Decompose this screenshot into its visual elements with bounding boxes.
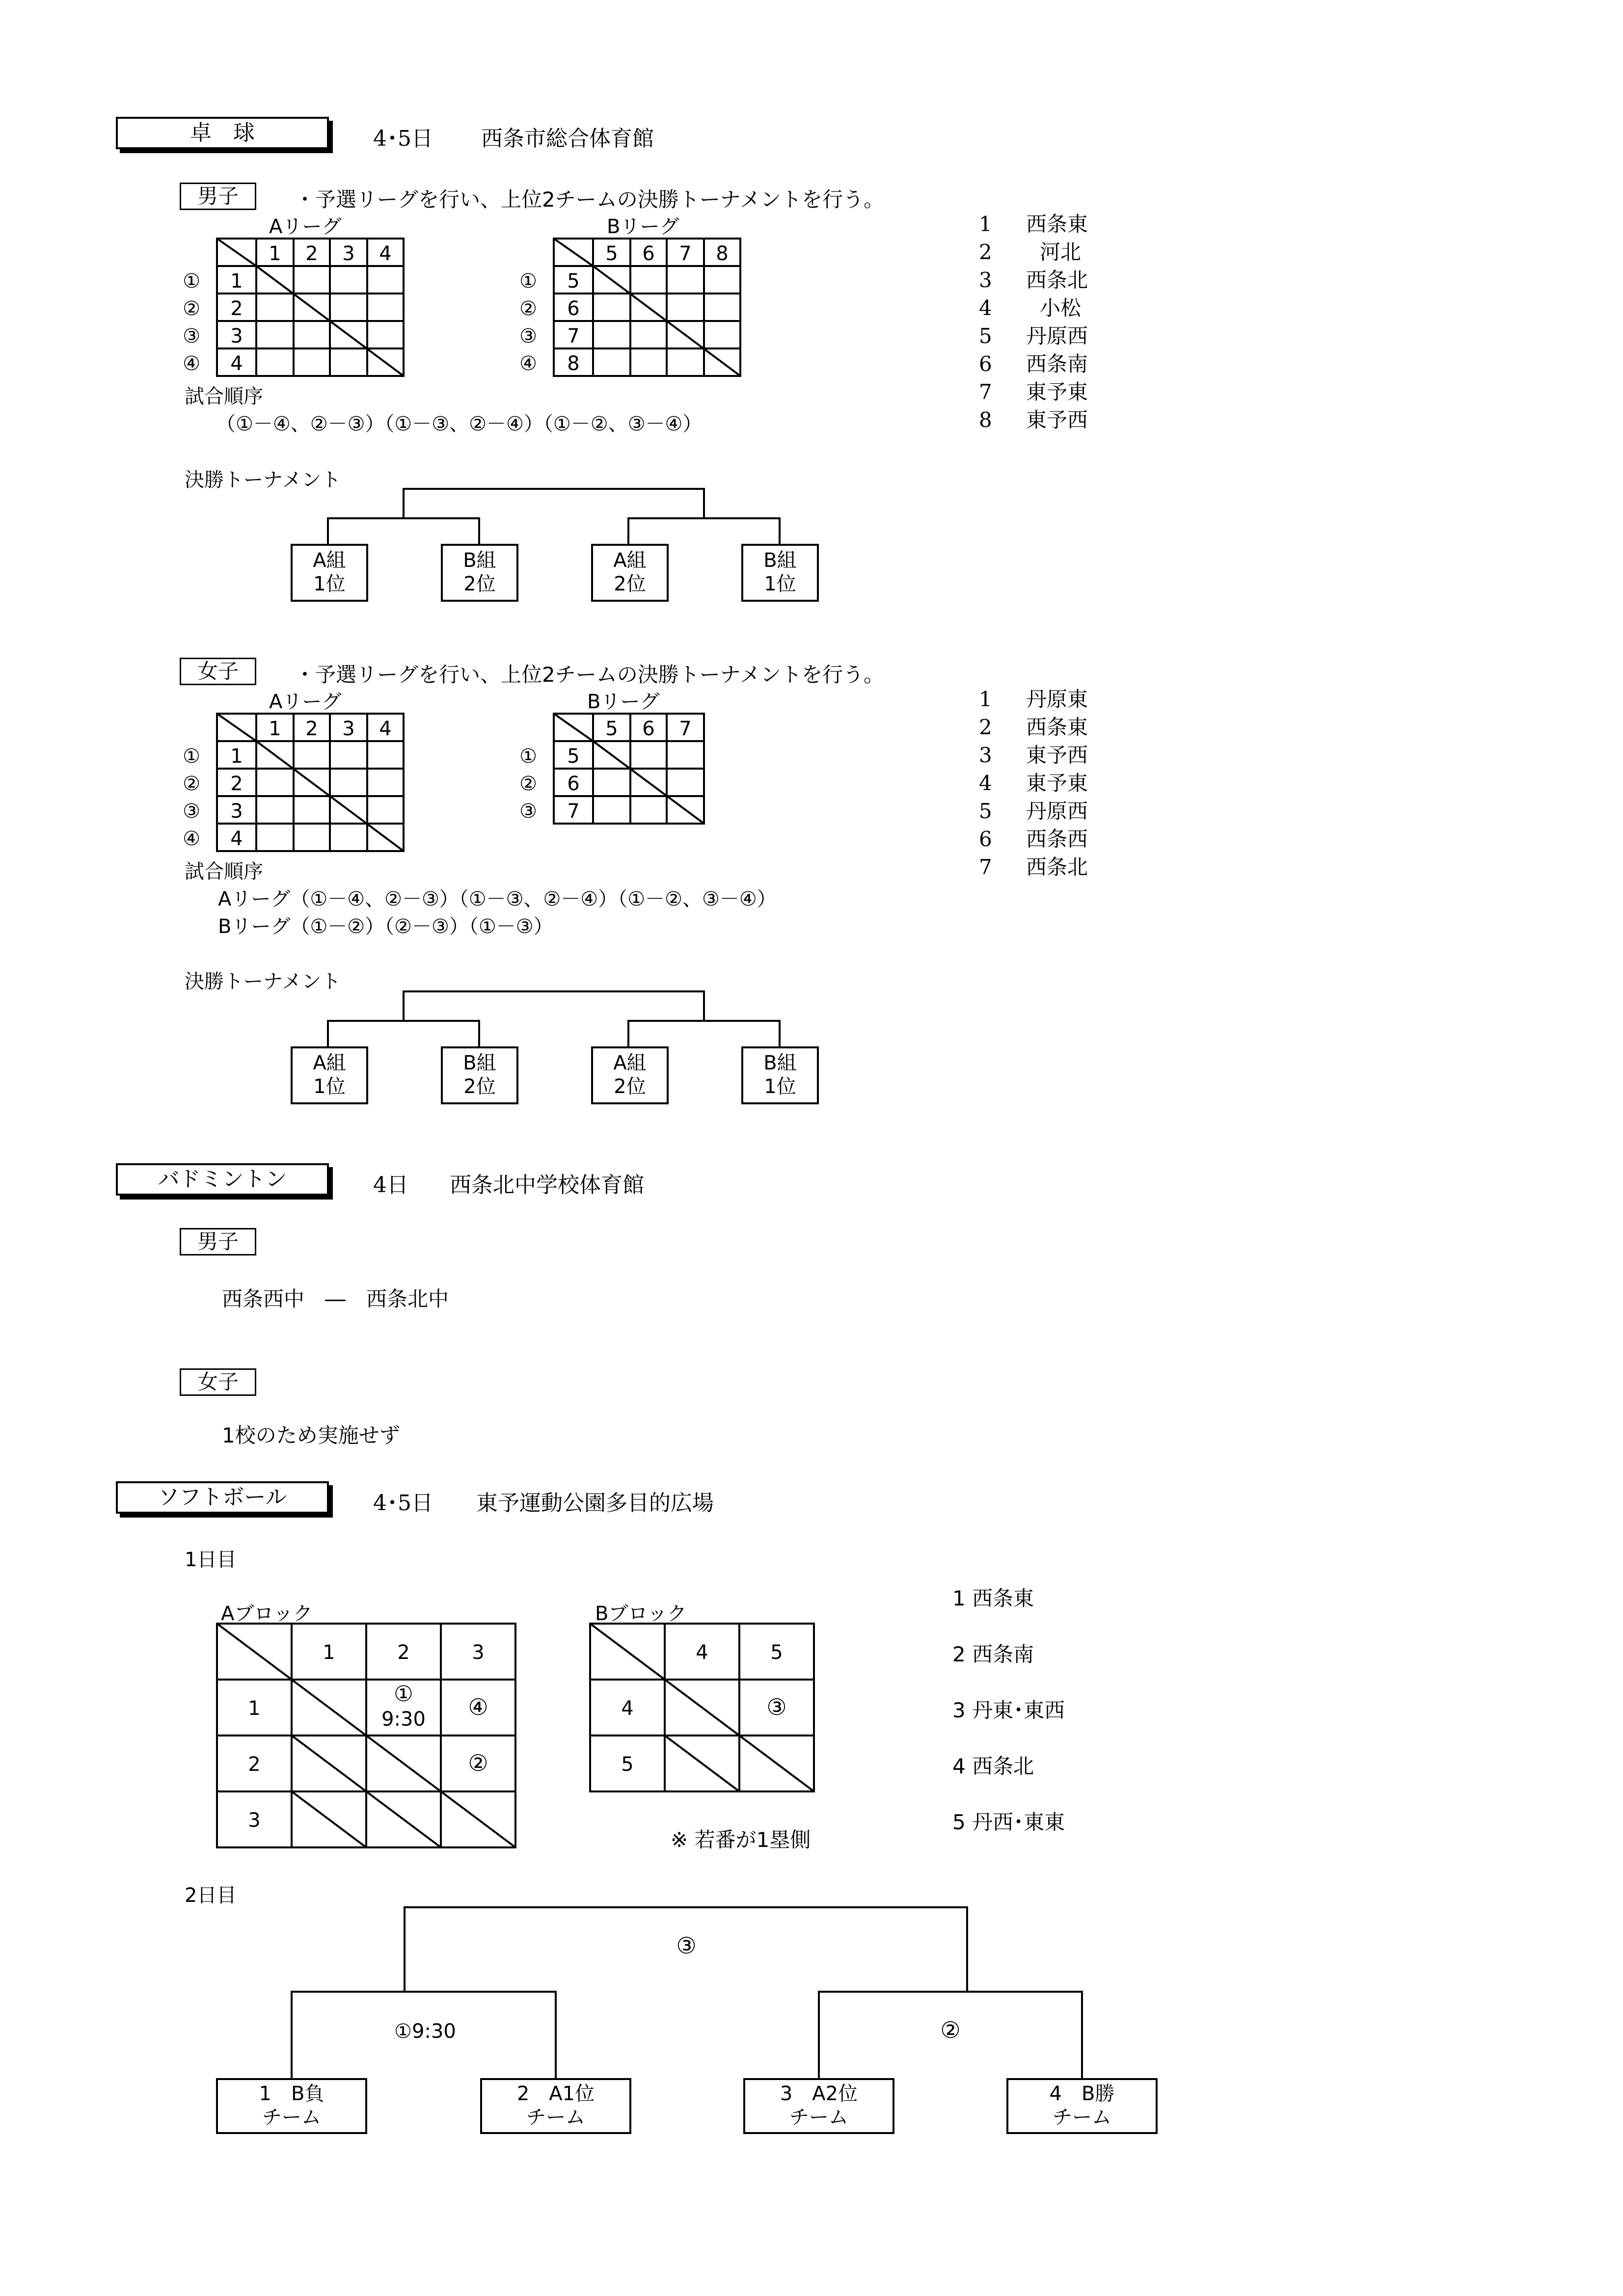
boys-final-label: 決勝トーナメント (185, 469, 341, 491)
col-header: 7 (679, 242, 692, 265)
bracket-box: A組 1位 (291, 1046, 368, 1104)
boys-note: ・予選リーグを行い、上位2チームの決勝トーナメントを行う。 (295, 187, 885, 212)
col-header: 1 (269, 718, 281, 740)
row-header: 2 (230, 297, 243, 320)
row-header: 3 (248, 1809, 261, 1832)
girls-final-label: 決勝トーナメント (185, 970, 341, 993)
team-row: 1 西条東 (952, 1586, 1034, 1610)
col-header: 5 (770, 1641, 783, 1664)
col-header: 2 (397, 1641, 410, 1664)
bracket-box: 4 B勝 チーム (1006, 2078, 1158, 2134)
team-row: 3 東予西 (979, 743, 1088, 767)
table-tennis-venue: 西条市総合体育館 (481, 126, 654, 151)
softball-date: 4･5日 (373, 1491, 433, 1516)
match-mark: ④ (468, 1694, 488, 1720)
row-header: 1 (248, 1697, 261, 1720)
match-mark: ① (394, 1682, 413, 1707)
table-tennis-date: 4･5日 (373, 126, 433, 151)
row-mark: ③ (519, 325, 537, 347)
bracket-box: B組 1位 (741, 1046, 819, 1104)
row-header: 5 (621, 1753, 634, 1776)
row-header: 2 (230, 773, 243, 795)
row-mark: ② (519, 297, 537, 320)
bracket-box: 3 A2位 チーム (743, 2078, 894, 2134)
match-label: ② (940, 2017, 961, 2043)
boys-tag: 男子 (180, 183, 256, 210)
row-header: 1 (230, 270, 243, 293)
girls-league-b-title: Bリーグ (587, 691, 660, 713)
girls-league-a-table (172, 713, 407, 855)
bracket-box: A組 2位 (591, 544, 669, 602)
softball-bracket (285, 1904, 1095, 2081)
girls-team-list (979, 685, 1136, 881)
block-a-table (216, 1623, 520, 1853)
row-header: 4 (230, 828, 243, 850)
row-mark: ② (183, 773, 200, 795)
row-header: 3 (230, 800, 243, 823)
girls-order-label: 試合順序 (185, 860, 263, 883)
col-header: 6 (642, 242, 655, 265)
team-row: 6 西条西 (979, 827, 1088, 851)
col-header: 7 (679, 718, 692, 740)
badminton-girls-note: 1校のため実施せず (222, 1423, 400, 1447)
row-mark: ② (183, 297, 200, 320)
row-header: 2 (248, 1753, 261, 1776)
row-mark: ③ (519, 800, 537, 823)
match-time: 9:30 (381, 1708, 426, 1731)
row-header: 7 (567, 800, 580, 823)
row-mark: ④ (519, 352, 537, 375)
team-row: 4 西条北 (952, 1754, 1034, 1778)
col-header: 4 (379, 242, 392, 265)
boys-league-b-table (509, 238, 744, 380)
team-row: 6 西条南 (979, 352, 1088, 376)
team-row: 4 小松 (979, 296, 1082, 320)
boys-league-b-title: Bリーグ (607, 215, 679, 238)
team-row: 7 西条北 (979, 855, 1088, 879)
girls-note: ・予選リーグを行い、上位2チームの決勝トーナメントを行う。 (295, 663, 885, 687)
badminton-boys-tag: 男子 (180, 1228, 256, 1255)
boys-final-bracket (324, 486, 825, 545)
softball-day2-label: 2日目 (185, 1884, 237, 1907)
col-header: 3 (342, 718, 355, 740)
team-row: 3 丹東･東西 (952, 1698, 1065, 1722)
team-row: 5 丹西･東東 (952, 1810, 1065, 1834)
row-mark: ④ (183, 828, 200, 850)
col-header: 8 (716, 242, 729, 265)
row-header: 1 (230, 745, 243, 768)
row-mark: ③ (183, 325, 200, 347)
softball-venue: 東予運動公園多目的広場 (476, 1491, 714, 1516)
col-header: 5 (605, 242, 618, 265)
row-mark: ③ (183, 800, 200, 823)
girls-league-b-table (509, 713, 710, 828)
bracket-box: B組 2位 (441, 1046, 518, 1104)
row-header: 7 (567, 325, 580, 347)
softball-team-list (952, 1571, 1065, 1850)
col-header: 3 (472, 1641, 485, 1664)
bracket-box: B組 2位 (441, 544, 518, 602)
match-mark: ③ (766, 1694, 787, 1720)
boys-league-a-table (172, 238, 407, 380)
col-header: 2 (305, 242, 318, 265)
team-row: 8 東予西 (979, 408, 1088, 432)
row-header: 6 (567, 773, 580, 795)
final-mark: ③ (676, 1932, 697, 1959)
col-header: 2 (305, 718, 318, 740)
girls-final-bracket (324, 988, 825, 1047)
girls-league-a-title: Aリーグ (269, 691, 342, 713)
row-header: 4 (230, 352, 243, 375)
col-header: 5 (605, 718, 618, 740)
row-mark: ① (183, 270, 200, 293)
row-header: 8 (567, 352, 580, 375)
team-row: 1 西条東 (979, 212, 1088, 236)
section-title-softball: ソフトボール (116, 1481, 329, 1514)
badminton-boys-match: 西条西中 ― 西条北中 (222, 1287, 449, 1311)
block-a-title: Aブロック (221, 1602, 313, 1625)
team-row: 1 丹原東 (979, 687, 1088, 711)
row-header: 5 (567, 270, 580, 293)
row-header: 5 (567, 745, 580, 768)
team-row: 2 西条東 (979, 715, 1088, 739)
row-mark: ② (519, 773, 537, 795)
col-header: 1 (269, 242, 281, 265)
bracket-box: A組 2位 (591, 1046, 669, 1104)
team-row: 2 河北 (979, 240, 1082, 264)
team-row: 7 東予東 (979, 380, 1088, 404)
girls-order-b: Bリーグ（①－②）（②－③）（①－③） (218, 915, 553, 938)
boys-league-a-title: Aリーグ (269, 215, 342, 238)
boys-order-label: 試合順序 (185, 385, 263, 408)
match-mark: ② (468, 1750, 488, 1776)
team-row: 3 西条北 (979, 268, 1088, 292)
badminton-girls-tag: 女子 (180, 1368, 256, 1396)
boys-team-list (979, 210, 1136, 434)
row-header: 6 (567, 297, 580, 320)
col-header: 4 (696, 1641, 708, 1664)
col-header: 1 (323, 1641, 335, 1664)
bracket-box: A組 1位 (291, 544, 368, 602)
match-label: ①9:30 (394, 2020, 456, 2043)
boys-order-text: （①－④、②－③）（①－③、②－④）（①－②、③－④） (216, 413, 703, 435)
row-mark: ① (519, 745, 537, 768)
block-b-table (589, 1623, 820, 1799)
row-mark: ① (183, 745, 200, 768)
team-row: 2 西条南 (952, 1642, 1034, 1666)
col-header: 4 (379, 718, 392, 740)
col-header: 3 (342, 242, 355, 265)
softball-day1-label: 1日目 (185, 1548, 237, 1571)
team-row: 5 丹原西 (979, 324, 1088, 348)
bracket-box: 2 A1位 チーム (480, 2078, 631, 2134)
bracket-box: B組 1位 (741, 544, 819, 602)
girls-order-a: Aリーグ（①－④、②－③）（①－③、②－④）（①－②、③－④） (218, 888, 777, 910)
row-header: 4 (621, 1697, 634, 1720)
badminton-venue: 西条北中学校体育館 (450, 1173, 644, 1198)
row-header: 3 (230, 325, 243, 347)
team-row: 4 東予東 (979, 771, 1088, 795)
badminton-date: 4日 (373, 1173, 408, 1198)
softball-note: ※ 若番が1塁側 (671, 1828, 811, 1852)
row-mark: ① (519, 270, 537, 293)
row-mark: ④ (183, 352, 200, 375)
bracket-box: 1 B負 チーム (216, 2078, 367, 2134)
block-b-title: Bブロック (595, 1602, 687, 1625)
section-title-badminton: バドミントン (116, 1163, 329, 1196)
col-header: 6 (642, 718, 655, 740)
girls-tag: 女子 (180, 658, 256, 685)
team-row: 5 丹原西 (979, 799, 1088, 823)
section-title-table-tennis: 卓 球 (116, 117, 329, 149)
